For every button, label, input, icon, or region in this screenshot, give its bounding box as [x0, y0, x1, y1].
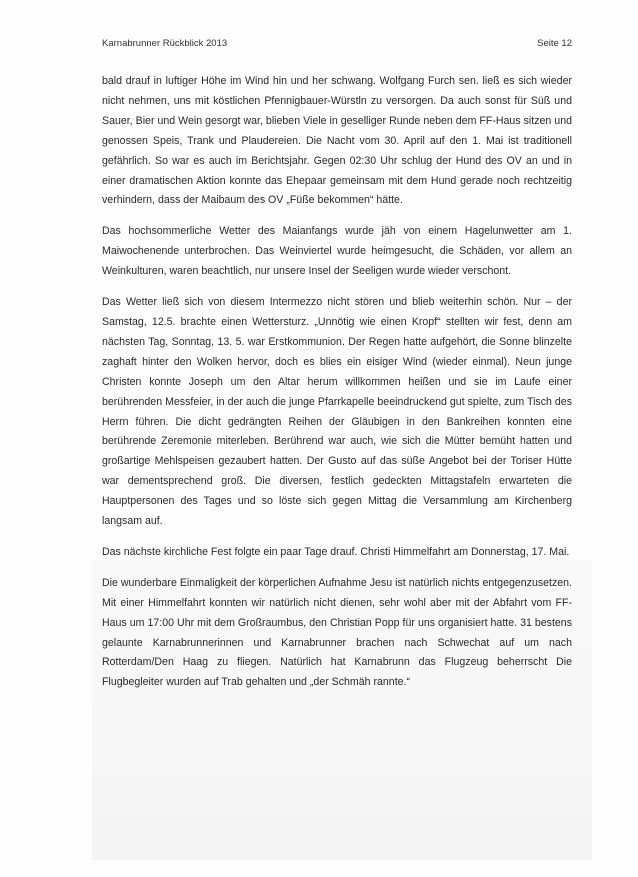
paragraph: bald drauf in luftiger Höhe im Wind hin und her schwang. Wolfgang Furch sen. ließ es sich wieder nicht nehmen, uns mit köstlichen Pfennigbauer-Würstln zu versorgen. Da auch sonst für Süß und Sauer, Bier und Wein gesorgt war, blieben Viele in geselliger Runde neben dem FF-Haus sitzen und genossen Speis, Trank und Plaudereien. Die Nacht vom 30. April auf den 1. Mai ist traditionell gefährlich. So war es auch im Berichtsjahr. Gegen 02:30 Uhr schlug der Hund des OV an und in einer dramatischen Aktion konnte das Ehepaar gemeinsam mit dem Hund gerade noch rechtzeitig verhindern, dass der Maibaum des OV „Füße bekommen“ hätte. — [102, 75, 572, 207]
body-text — [102, 72, 572, 704]
page-number: Seite 12 — [537, 38, 572, 49]
header-title: Karnabrunner Rückblick 2013 — [102, 38, 228, 49]
paragraph: Das Wetter ließ sich von diesem Intermezzo nicht stören und blieb weiterhin schön. Nur – der Samstag, 12.5. brachte einen Wettersturz. „Unnötig wie einen Kropf“ stellten wir fest, denn am nächsten Tag, Sonntag, 13. 5. war Erstkommunion. Der Regen hatte aufgehört, die Sonne blinzelte zaghaft hinter den Wolken hervor, doch es blies ein eisiger Wind (wieder einmal). Neun junge Christen konnte Joseph um den Altar herum willkommen heißen und sie im Laufe einer berührenden Messfeier, in der auch die junge Pfarrkapelle beeindruckend gut spielte, zum Tisch des Herrn führen. Die dicht gedrängten Reihen der Gläubigen in den Bankreihen konnten eine berührende Zeremonie miterleben. Berührend war auch, wie sich die Mütter bemüht hatten und großartige Mehlspeisen gezaubert hatten. Der Gusto auf das süße Angebot bei der Toriser Hütte war dementsprechend groß. Die diversen, festlich gedeckten Mittagstafeln erwarteten die Hauptpersonen des Tages und so löste sich gegen Mittag die Versammlung am Kirchenberg langsam auf. — [102, 296, 572, 528]
page-header — [102, 38, 572, 52]
paragraph: Das hochsommerliche Wetter des Maianfangs wurde jäh von einem Hagelunwetter am 1. Maiwochenende unterbrochen. Das Weinviertel wurde heimgesucht, die Schäden, vor allem an Weinkulturen, waren beachtlich, nur unsere Insel der Seeligen wurde wieder verschont. — [102, 225, 572, 278]
paragraph: Das nächste kirchliche Fest folgte ein paar Tage drauf. Christi Himmelfahrt am Donnerstag, 17. Mai. — [102, 545, 570, 558]
paragraph: Die wunderbare Einmaligkeit der körperlichen Aufnahme Jesu ist natürlich nichts entgegenzusetzen. Mit einer Himmelfahrt konnten wir natürlich nicht dienen, sehr wohl aber mit der Abfahrt vom FF-Haus um 17:00 Uhr mit dem Großraumbus, den Christian Popp für uns organisiert hatte. 31 bestens gelaunte Karnabrunnerinnen und Karnabrunner brachen nach Schwechat auf um nach Rotterdam/Den Haag zu fliegen. Natürlich hat Karnabrunn das Flugzeug beherrscht Die Flugbegleiter wurden auf Trab gehalten und „der Schmäh rannte.“ — [102, 576, 572, 689]
